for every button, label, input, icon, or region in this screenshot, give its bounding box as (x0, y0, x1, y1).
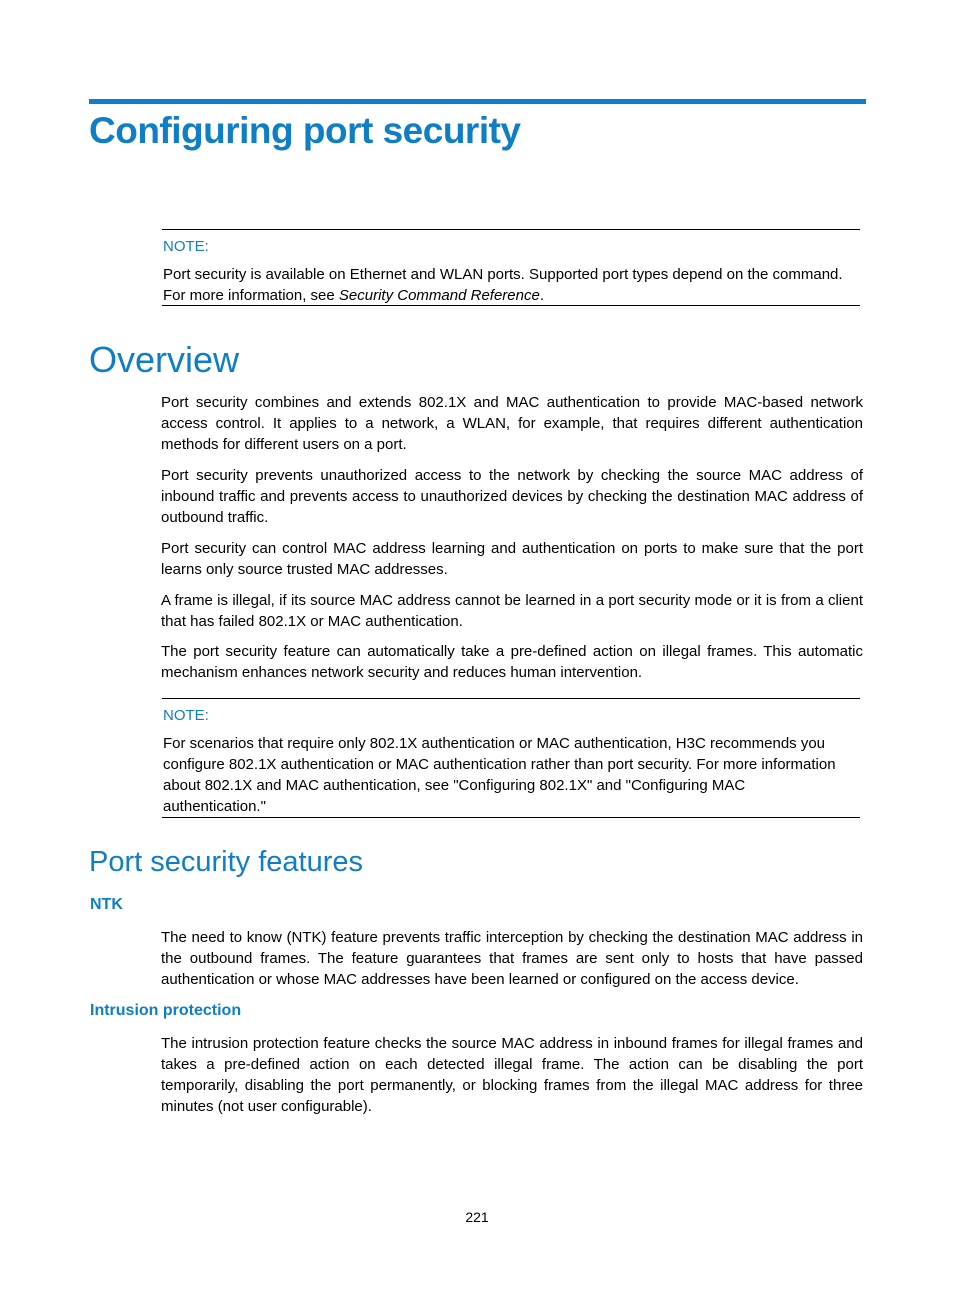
note-line: For scenarios that require only 802.1X authentication or MAC authentication, H3C recommends you (163, 735, 826, 752)
overview-paragraph: A frame is illegal, if its source MAC address cannot be learned in a port security mode or it is from a client that has failed 802.1X or MAC authentication. (161, 592, 863, 630)
note-text-main: Port security is available on Ethernet and WLAN ports. Supported port types depend on the command. For more information, see (163, 266, 843, 304)
features-heading: Port security features (89, 846, 363, 878)
note-label: NOTE: (163, 707, 209, 724)
overview-paragraph: Port security can control MAC address learning and authentication on ports to make sure that the port learns only source trusted MAC addresses. (161, 540, 863, 578)
page-number: 221 (465, 1209, 489, 1225)
note-box-recommendation (162, 698, 860, 818)
ntk-heading: NTK (90, 896, 123, 913)
ntk-paragraph: The need to know (NTK) feature prevents traffic interception by checking the destination MAC address in the outbound frames. The feature guarantees that frames are sent only to hosts that have passed authentication or whose MAC addresses have been learned or configured on the access device. (161, 929, 863, 988)
note-text-end: . (539, 287, 544, 304)
note-line: authentication." (163, 798, 266, 815)
overview-heading: Overview (89, 339, 240, 380)
overview-paragraph: Port security combines and extends 802.1X and MAC authentication to provide MAC-based network access control. It applies to a network, a WLAN, for example, that requires different authentication methods for different users on a port. (161, 394, 863, 453)
chapter-title: Configuring port security (89, 110, 521, 151)
note-line: configure 802.1X authentication or MAC authentication rather than port security. For more information (163, 756, 836, 773)
chapter-title-rule (89, 99, 866, 104)
overview-paragraph: The port security feature can automatically take a pre-defined action on illegal frames. This automatic mechanism enhances network security and reduces human intervention. (161, 643, 863, 681)
overview-paragraph: Port security prevents unauthorized access to the network by checking the source MAC address of inbound traffic and prevents access to unauthorized devices by checking the destination MAC address of outbound traffic. (161, 467, 863, 526)
note-box-availability (162, 229, 860, 306)
note-text (163, 733, 863, 817)
note-reference-title: Security Command Reference (338, 287, 540, 304)
intrusion-protection-heading: Intrusion protection (90, 1002, 242, 1019)
intrusion-protection-paragraph: The intrusion protection feature checks the source MAC address in inbound frames for illegal frames and takes a pre-defined action on each detected illegal frame. The action can be disabling the port temporarily, disabling the port permanently, or blocking frames from the illegal MAC address for three minutes (not user configurable). (161, 1035, 863, 1115)
note-line: about 802.1X and MAC authentication, see "Configuring 802.1X" and "Configuring MAC (163, 777, 746, 794)
note-label: NOTE: (163, 238, 209, 255)
note-text (163, 264, 863, 306)
